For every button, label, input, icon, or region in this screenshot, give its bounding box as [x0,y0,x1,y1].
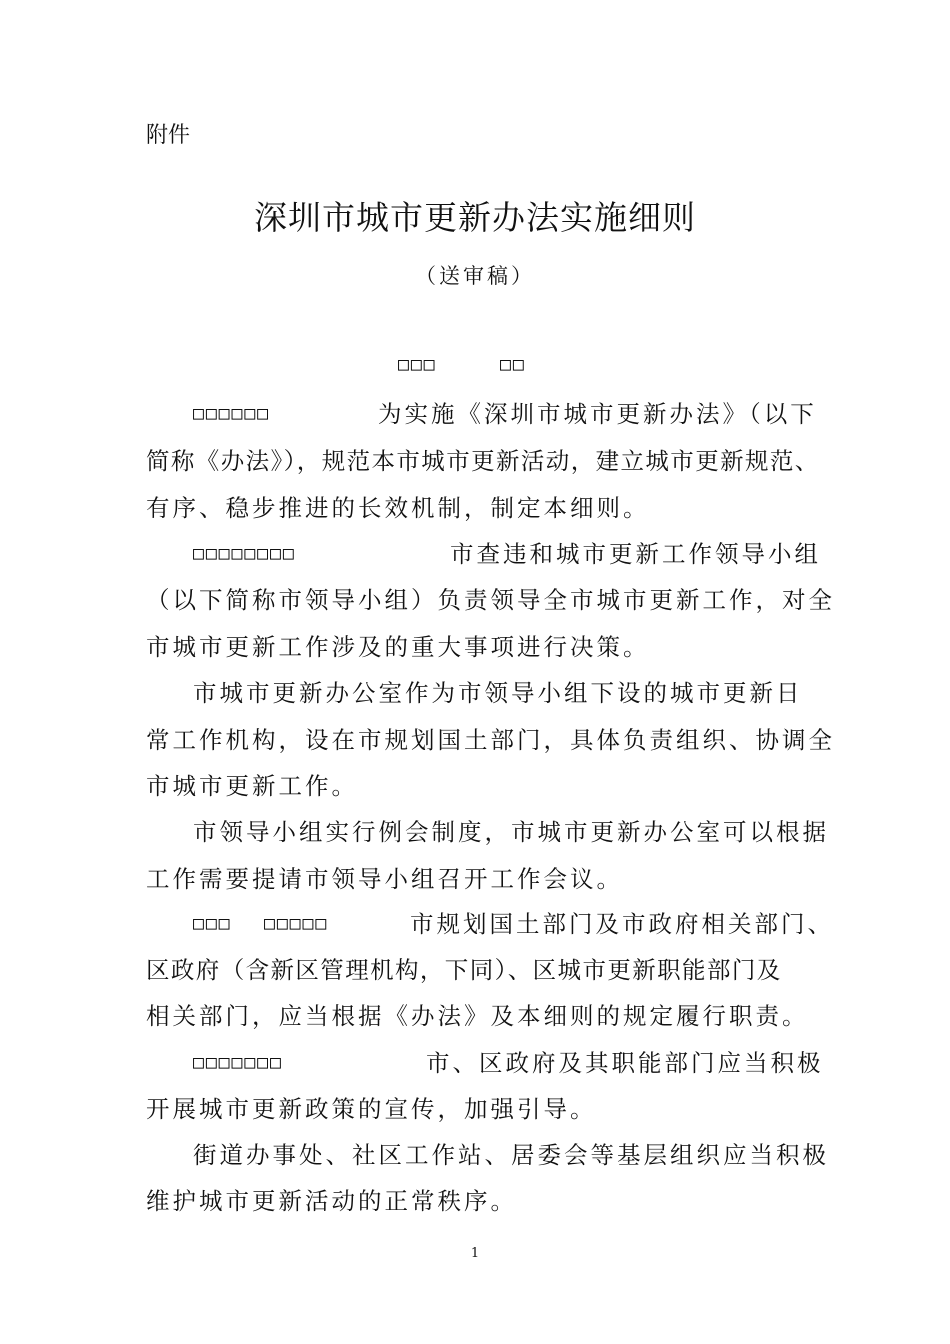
page-number: 1 [470,1246,480,1261]
body-line: 市领导小组实行例会制度，市城市更新办公室可以根据 [193,818,829,846]
body-line: 市城市更新工作涉及的重大事项进行决策。 [146,633,650,661]
body-line: 常工作机构，设在市规划国土部门，具体负责组织、协调全 [146,726,835,754]
body-line: 工作需要提请市领导小组召开工作会议。 [146,865,623,893]
body-line: 市规划国土部门及市政府相关部门、 [410,910,834,938]
body-line: 简称《办法》），规范本市城市更新活动，建立城市更新规范、 [146,447,820,475]
document-subtitle: （送审稿） [415,264,535,288]
chapter-name: □□ [500,354,526,375]
article-label-4: □□□□□□□ [193,1052,283,1073]
document-title: 深圳市城市更新办法实施细则 [254,198,696,237]
article-label-3-number: □□□ [193,913,232,934]
body-line: 有序、稳步推进的长效机制，制定本细则。 [146,494,650,522]
body-line: 维护城市更新活动的正常秩序。 [146,1187,517,1215]
body-line: 市查违和城市更新工作领导小组 [450,540,821,568]
body-line: 开展城市更新政策的宣传，加强引导。 [146,1095,597,1123]
body-line: 为实施《深圳市城市更新办法》（以下 [378,400,817,428]
article-label-2: □□□□□□□□ [193,543,296,564]
body-line: 相关部门，应当根据《办法》及本细则的规定履行职责。 [146,1002,809,1030]
body-line: （以下简称市领导小组）负责领导全市城市更新工作，对全 [146,586,835,614]
body-line: 区政府（含新区管理机构，下同）、区城市更新职能部门及 [146,956,782,984]
body-line: 市城市更新办公室作为市领导小组下设的城市更新日 [193,679,803,707]
chapter-number: □□□ [398,354,437,375]
article-label-3-name: □□□□□ [264,913,329,934]
attachment-label: 附件 [146,123,191,148]
body-line: 市、区政府及其职能部门应当积极 [426,1049,824,1077]
body-line: 街道办事处、社区工作站、居委会等基层组织应当积极 [193,1141,829,1169]
article-label-1: □□□□□□ [193,403,271,424]
body-line: 市城市更新工作。 [146,772,358,800]
